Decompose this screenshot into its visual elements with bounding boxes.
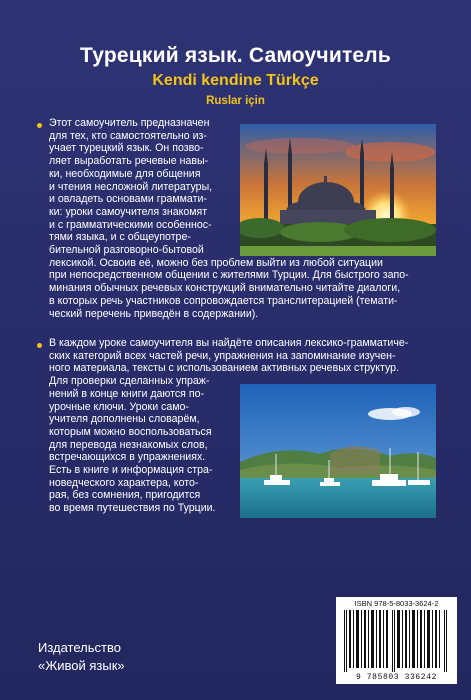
text-line: ки, необходимые для общения (49, 167, 201, 180)
book-subtitle-audience: Ruslar için (206, 95, 265, 107)
isbn-number: ISBN 978-5-8033-3624-2 (354, 599, 439, 608)
text-line: ляет выработать речевые навы- (49, 155, 209, 168)
text-line: Этот самоучитель предназначен (49, 117, 210, 129)
text-line: новедческого характера, кото- (49, 476, 199, 489)
text-line: минания обычных речевых конструкций внимательно читайте диалоги, (49, 282, 401, 295)
text-line: учает турецкий язык. Он позво- (49, 142, 204, 155)
text-line: рая, без сомнения, пригодится (49, 489, 201, 502)
book-title: Турецкий язык. Самоучитель (80, 44, 391, 67)
text-line: бительной разговорно-бытовой (49, 244, 204, 257)
isbn-barcode (336, 597, 457, 684)
text-line: для перевода незнакомых слов, (49, 438, 208, 451)
text-line: встречающихся в упражнениях. (49, 451, 206, 464)
text-line: тями языка, и с общеупотре- (49, 231, 191, 244)
text-line: лексикой. Освоив её, можно без проблем выйти из любой ситуации (49, 256, 383, 269)
text-line: во время путешествия по Турции. (49, 502, 216, 515)
publisher-name-line1: Издательство (38, 640, 121, 655)
book-subtitle-turkish: Kendi kendine Türkçe (152, 72, 319, 89)
text-line: ного материала, тексты с использованием активных речевых структур. (49, 362, 400, 375)
mosque-sunset-photo (240, 124, 436, 256)
text-line: ки: уроки самоучителя знакомят (49, 205, 208, 218)
text-line: урочные ключи. Уроки само- (49, 400, 189, 413)
barcode-icon (336, 597, 457, 684)
text-line: для тех, кто самостоятельно из- (49, 129, 207, 142)
mosque-illustration (240, 124, 436, 256)
bullet-icon (37, 343, 42, 348)
bay-illustration (240, 384, 436, 518)
text-line: Для проверки сделанных упраж- (49, 375, 210, 388)
bullet-icon (37, 123, 42, 128)
text-line: и чтения несложной литературы, (49, 180, 213, 193)
text-line: и с грамматическими особеннос- (49, 218, 212, 231)
text-line: Есть в книге и информация стра- (49, 464, 213, 477)
text-line: в которых речь участников сопровождается транслитерацией (темати- (49, 294, 398, 307)
text-line: нений в конце книги даются по- (49, 387, 205, 400)
text-line: учителя дополнены словарём, (49, 413, 200, 426)
publisher-name-line2: «Живой язык» (38, 658, 125, 673)
text-line: ческий перечень приведён в содержании). (49, 307, 259, 320)
text-line: при непосредственном общении с жителями Турции. Для быстрого запо- (49, 269, 409, 282)
bay-yachts-photo (240, 384, 436, 518)
text-line: которым можно воспользоваться (49, 425, 212, 438)
barcode-digits: 9 785803 336242 (355, 673, 437, 682)
text-line: и овладеть основами граммати- (49, 193, 207, 206)
text-line: В каждом уроке самоучителя вы найдёте описания лексико-грамматиче- (49, 337, 409, 349)
text-line: ских категорий всех частей речи, упражнения на запоминание изучен- (49, 349, 396, 362)
